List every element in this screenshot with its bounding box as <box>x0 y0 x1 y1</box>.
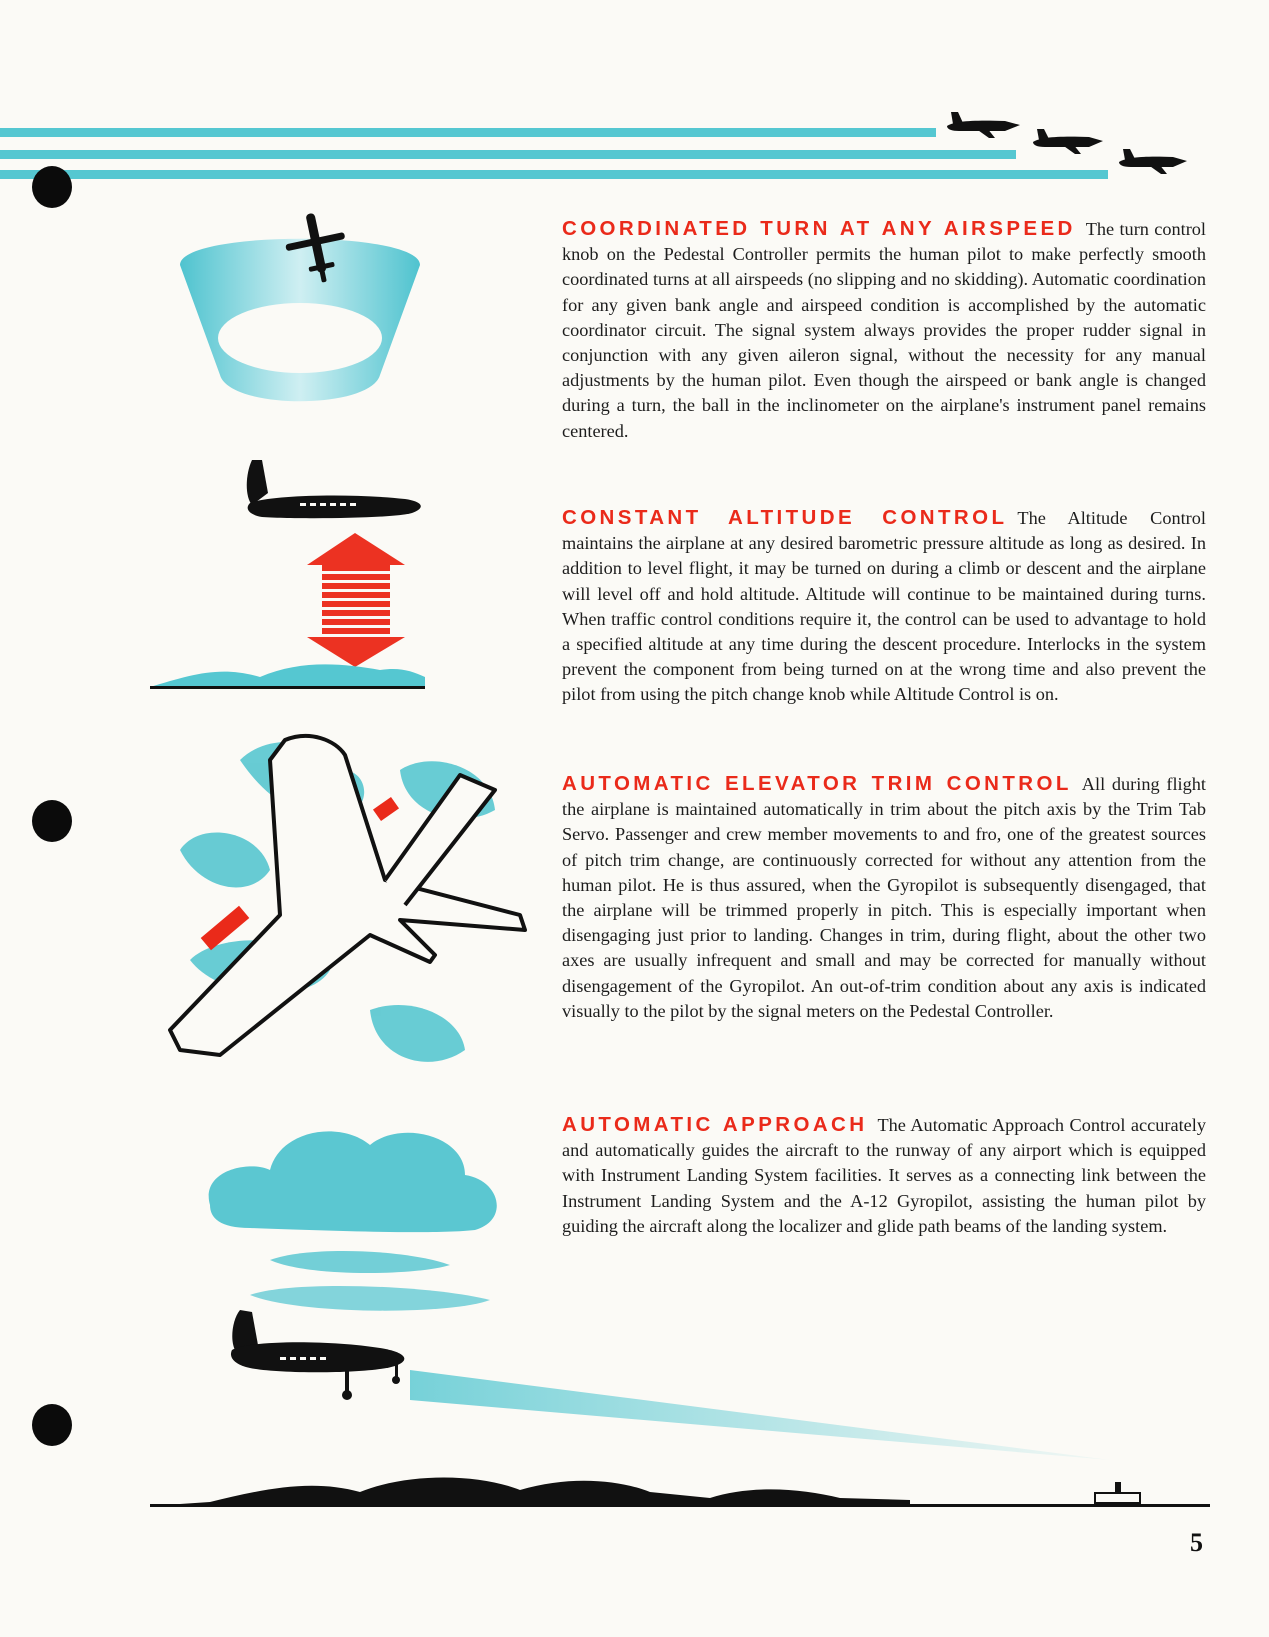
section-body: The Automatic Approach Control accurately and automatically guides the aircraft to the runway of any airport which is equipped with Instrument Landing System facilities. It serves as a connecting link between the Instrument Landing System and the A-12 Gyropilot, assisting the human pilot by guiding the aircraft along the localizer and glide path beams of the landing system. <box>562 1115 1206 1236</box>
binder-hole-middle <box>32 800 72 842</box>
coordinated-turn-illustration <box>175 210 425 410</box>
section-body: The turn control knob on the Pedestal Controller permits the human pilot to make perfectly smooth coordinated turns at all airspeeds (no slipping and no skidding). Automatic coordination for any given bank angle and airspeed condition is accomplished by the automatic coordinator circuit. The signal system always provides the proper rudder signal in conjunction with any given aileron signal, without the necessity for any manual adjustments by the human pilot. Even though the airspeed or bank angle is changed during a turn, the ball in the inclinometer on the airplane's instrument panel remains centered. <box>562 219 1206 441</box>
elevator-trim-illustration <box>160 730 550 1075</box>
section-constant-altitude <box>562 505 1206 708</box>
approach-landing-scene <box>150 1260 1210 1520</box>
section-body: The Altitude Control maintains the airplane at any desired barometric pressure altitude as long as desired. In addition to level flight, it may be turned on during a climb or descent and the airplane will level off and hold altitude. Altitude will continue to be maintained during turns. When traffic control conditions require it, the control can be used to advantage to hold a specified altitude at any time during the descent procedure. Interlocks in the system prevent the component from being turned on at the wrong time and also prevent the pilot from using the pitch change knob while Altitude Control is on. <box>562 508 1206 705</box>
section-elevator-trim <box>562 771 1206 1024</box>
page-number: 5 <box>1190 1528 1203 1557</box>
header-stripe-middle <box>0 150 1016 159</box>
section-heading: COORDINATED TURN AT ANY AIRSPEED <box>562 217 1076 240</box>
binder-hole-top <box>32 166 72 208</box>
header-airplane-icons <box>945 104 1205 184</box>
section-body: All during flight the airplane is maintained automatically in trim about the pitch axis by the Trim Tab Servo. Passenger and crew member movements to and fro, one of the greatest sources of pitch trim change, are continuously corrected for without any attention from the human pilot. He is thus assured, when the Gyropilot is subsequently disengaged, that the airplane will be trimmed properly in pitch. This is especially important when disengaging just prior to landing. Changes in trim, during flight, about the other two axes are usually infrequent and small and may be corrected for manually without disengagement of the Gyropilot. An out-of-trim condition about any axis is indicated visually to the pilot by the signal meters on the Pedestal Controller. <box>562 774 1206 1021</box>
section-heading: AUTOMATIC APPROACH <box>562 1113 868 1136</box>
section-heading: CONSTANT ALTITUDE CONTROL <box>562 506 1008 529</box>
binder-hole-bottom <box>32 1404 72 1446</box>
section-automatic-approach <box>562 1112 1206 1239</box>
section-coordinated-turn <box>562 216 1206 444</box>
header-stripe-top <box>0 128 936 137</box>
section-heading: AUTOMATIC ELEVATOR TRIM CONTROL <box>562 772 1072 795</box>
header-stripe-bottom <box>0 170 1108 179</box>
constant-altitude-illustration <box>150 455 425 690</box>
